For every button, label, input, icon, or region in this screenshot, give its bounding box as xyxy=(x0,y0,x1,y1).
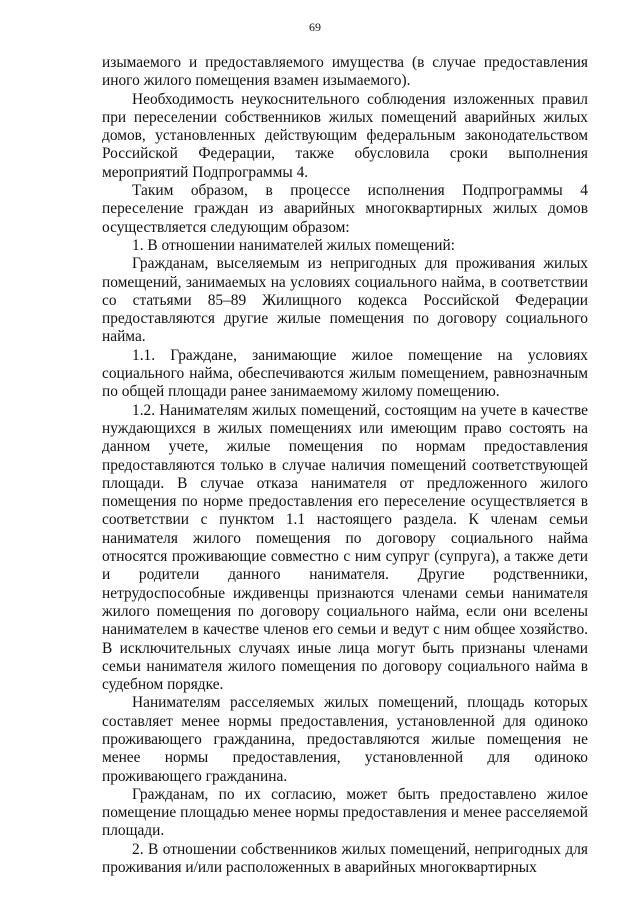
paragraph-1-2: 1.2. Нанимателям жилых помещений, состоящим на учете в качестве нуждающихся в жилых помещениях или имеющим право состоять на данном учете, жилые помещения по нормам предоставления предоставляются только в случае наличия помещений соответствующей площади. В случае отказа нанимателя от предложенного жилого помещения по норме предоставления его переселение осуществляется в соответствии с пунктом 1.1 настоящего раздела. К членам семьи нанимателя жилого помещения по договору социального найма относятся проживающие совместно с ним супруг (супруга), а также дети и родители данного нанимателя. Другие родственники, нетрудоспособные иждивенцы признаются членами семьи нанимателя жилого помещения по договору социального найма, если они вселены нанимателем в качестве членов его семьи и ведут с ним общее хозяйство. В исключительных случаях иные лица могут быть признаны членами семьи нанимателя жилого помещения по договору социального найма в судебном порядке. xyxy=(102,401,588,694)
paragraph-consent: Гражданам, по их согласию, может быть предоставлено жилое помещение площадью менее нормы предоставления и менее расселяемой площади. xyxy=(102,785,588,840)
page-number: 69 xyxy=(309,20,321,34)
section-heading-1: 1. В отношении нанимателей жилых помещений: xyxy=(132,236,455,254)
paragraph-necessity: Необходимость неукоснительного соблюдения изложенных правил при переселении собственников жилых помещений аварийных жилых домов, установленных действующим федеральным законодательством Российской Федерации, также обусловила сроки выполнения мероприятий Подпрограммы 4. xyxy=(102,90,588,181)
paragraph-continuation: изымаемого и предоставляемого имущества (в случае предоставления иного жилого помещения взамен изымаемого). xyxy=(102,54,588,90)
paragraph-tenants: Нанимателям расселяемых жилых помещений, площадь которых составляет менее нормы предоставления, установленной для одиноко проживающего гражданина, предоставляются жилые помещения не менее нормы предоставления, установленной для одиноко проживающего гражданина. xyxy=(102,694,588,785)
paragraph-citizens: Гражданам, выселяемым из непригодных для проживания жилых помещений, занимаемых на условиях социального найма, в соответствии со статьями 85–89 Жилищного кодекса Российской Федерации предоставляются другие жилые помещения по договору социального найма. xyxy=(102,255,588,346)
section-heading-2: 2. В отношении собственников жилых помещений, непригодных для проживания и/или расположенных в аварийных многоквартирных xyxy=(102,840,588,877)
paragraph-thus: Таким образом, в процессе исполнения Подпрограммы 4 переселение граждан из аварийных многоквартирных жилых домов осуществляется следующим образом: xyxy=(102,182,588,236)
paragraph-1-1: 1.1. Граждане, занимающие жилое помещение на условиях социального найма, обеспечиваются жилым помещением, равнозначным по общей площади ранее занимаемому жилому помещению. xyxy=(102,346,588,401)
document-body xyxy=(102,54,588,877)
